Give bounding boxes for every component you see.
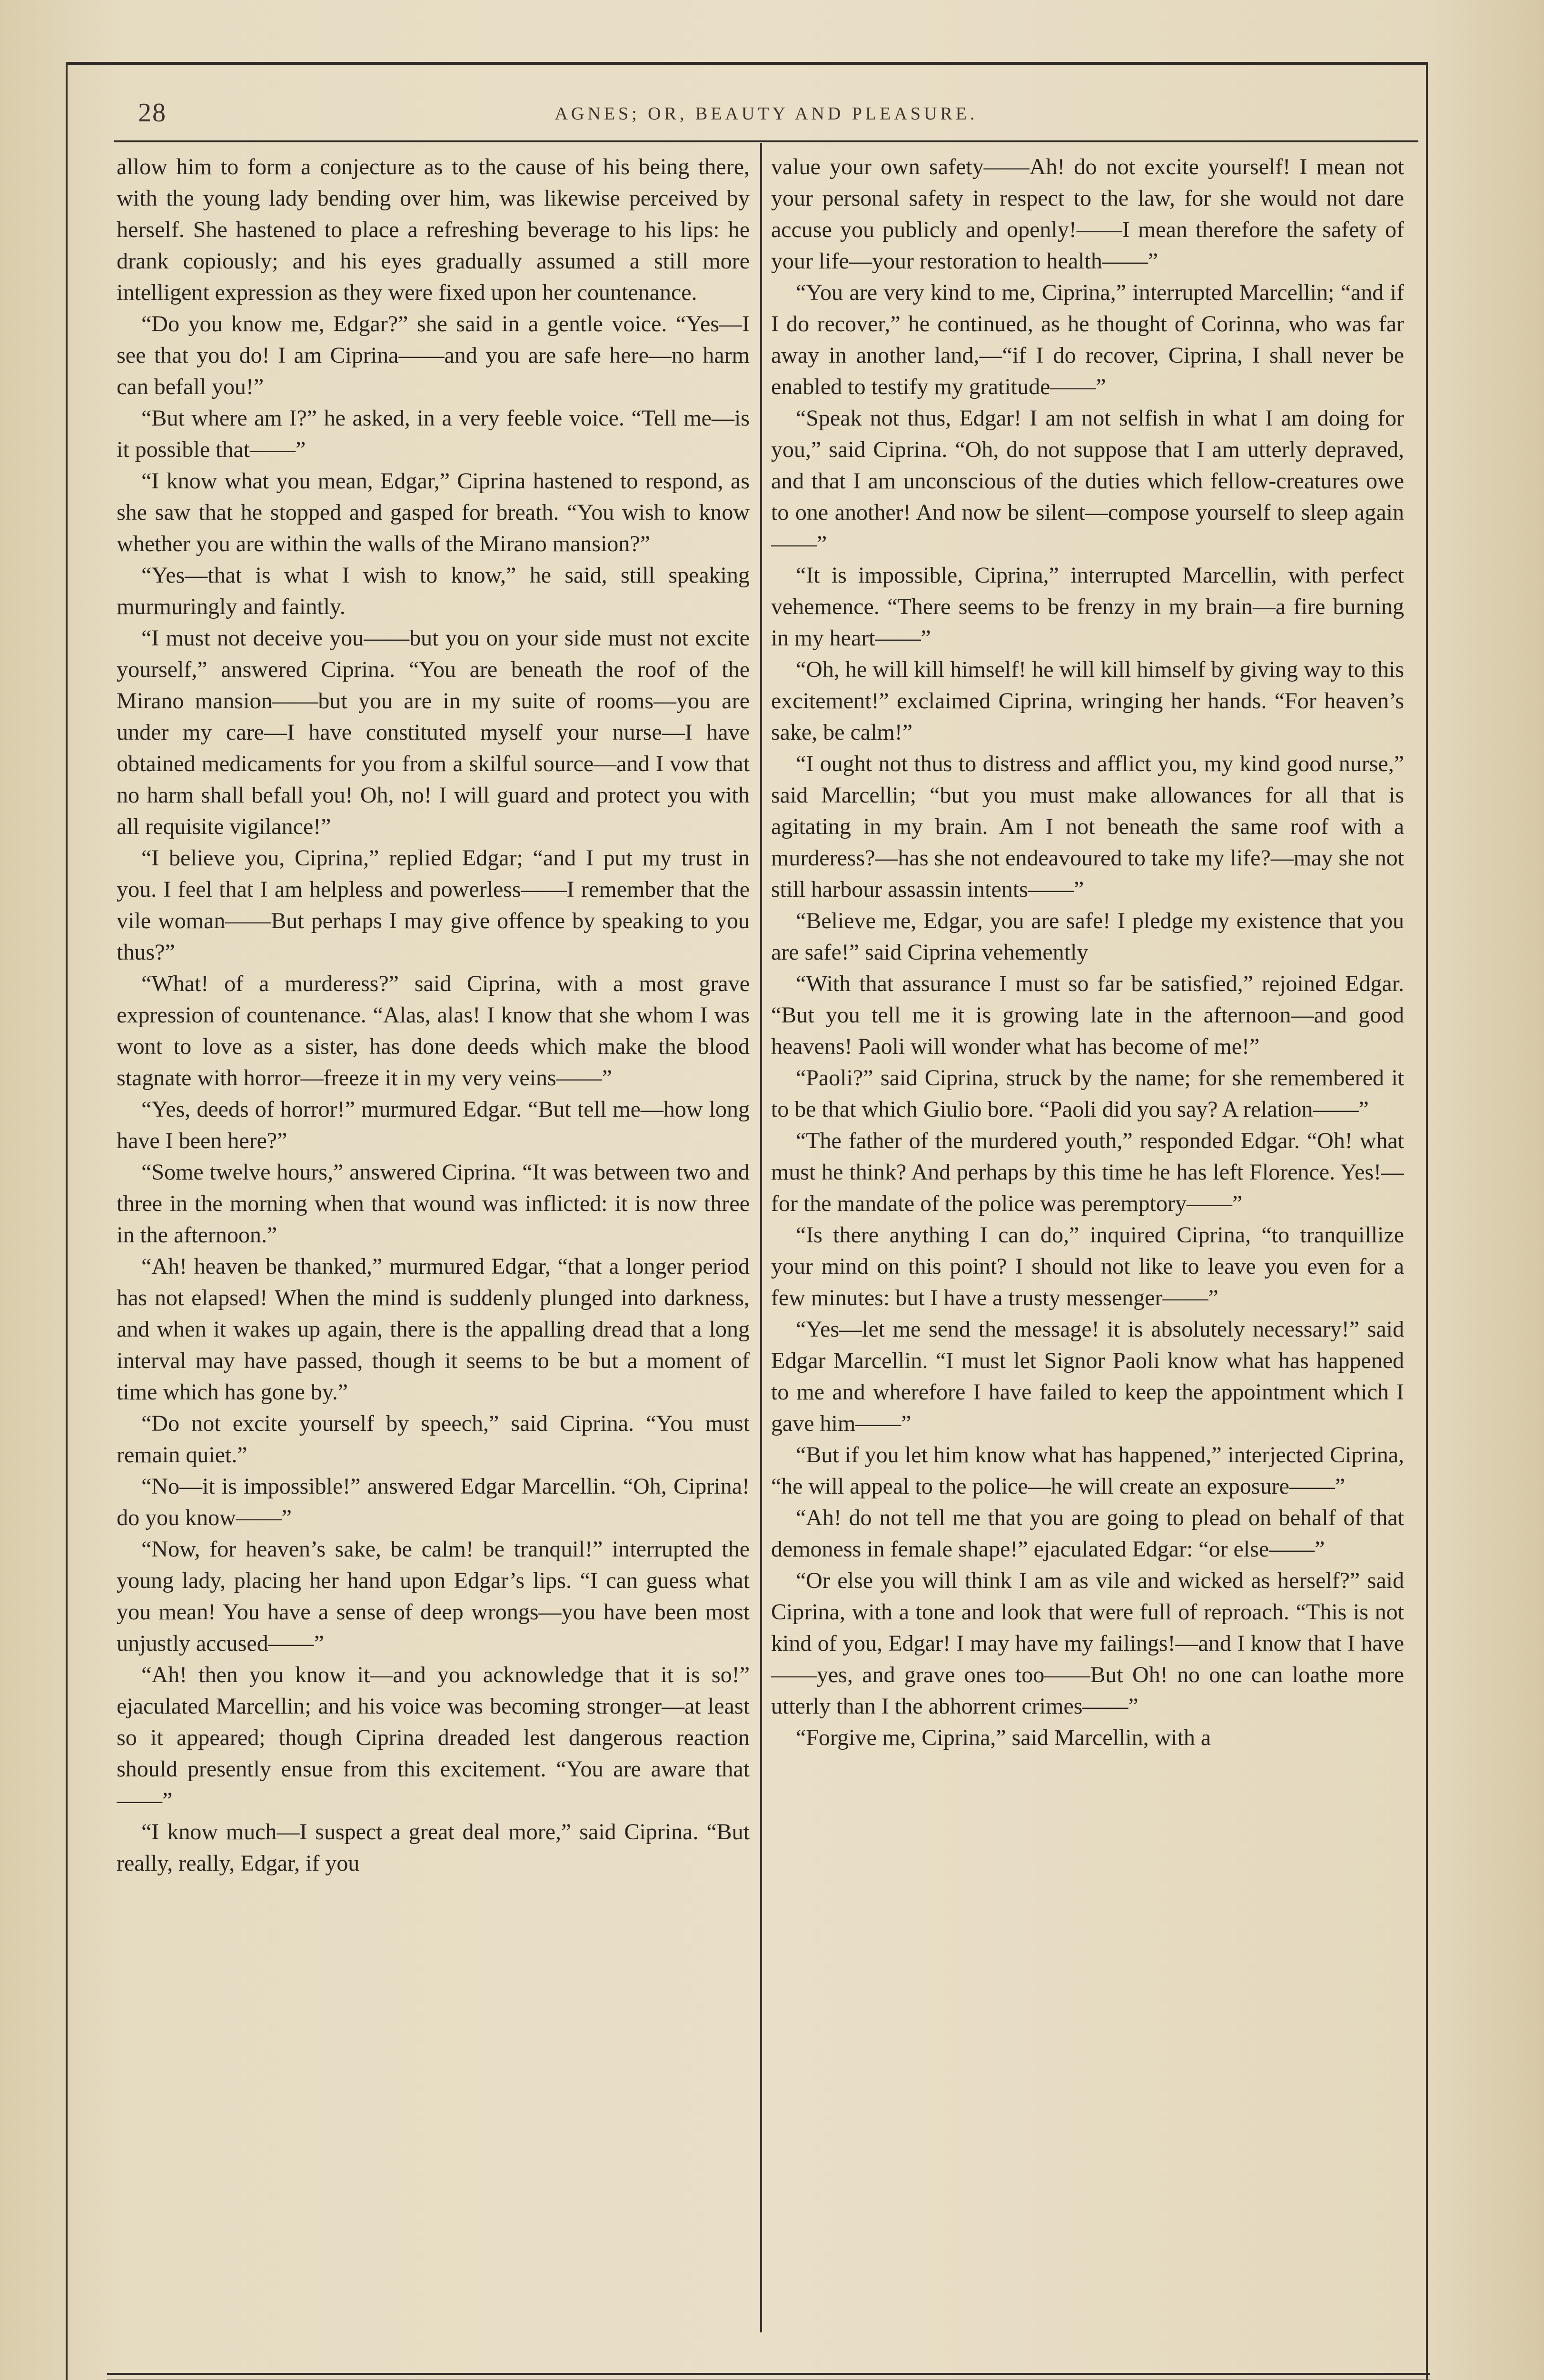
paragraph: “What! of a murderess?” said Ciprina, with a most grave expression of countenance. “Alas, alas! I know that she whom I was wont to love as a sister, has done deeds which make the blood stagnate with horror—freeze it in my very veins——” bbox=[117, 971, 750, 1091]
paragraph: “I know what you mean, Edgar,” Ciprina hastened to respond, as she saw that he stopped and gasped for breath. “You wish to know whether you are within the walls of the Mirano mansion?” bbox=[117, 468, 750, 556]
paragraph: “Paoli?” said Ciprina, struck by the name; for she remembered it to be that which Giulio bore. “Paoli did you say? A relation——” bbox=[771, 1065, 1404, 1122]
paragraph: “No—it is impossible!” answered Edgar Marcellin. “Oh, Ciprina! do you know——” bbox=[117, 1474, 750, 1530]
paragraph: “Believe me, Edgar, you are safe! I pledge my existence that you are safe!” said Ciprina vehemently bbox=[771, 908, 1404, 965]
paragraph: “Or else you will think I am as vile and wicked as herself?” said Ciprina, with a tone and look that were full of reproach. “This is not kind of you, Edgar! I may have my failings!—and I know that I have——yes, and grave ones too——But Oh! no one can loathe more utterly than I the abhorrent crimes——” bbox=[771, 1568, 1404, 1719]
page-frame-top-rule bbox=[67, 62, 1428, 65]
paragraph: “Ah! heaven be thanked,” murmured Edgar, “that a longer period has not elapsed! When the mind is suddenly plunged into darkness, and when it wakes up again, there is the appalling dread that a long interval may have passed, though it seems to be but a moment of time which has gone by.” bbox=[117, 1254, 750, 1405]
paragraph: “I believe you, Ciprina,” replied Edgar; “and I put my trust in you. I feel that I am helpless and powerless——I remember that the vile woman——But perhaps I may give offence by speaking to you thus?” bbox=[117, 845, 750, 965]
paragraph: “The father of the murdered youth,” responded Edgar. “Oh! what must he think? And perhaps by this time he has left Florence. Yes!—for the mandate of the police was peremptory——” bbox=[771, 1128, 1404, 1216]
paragraph: “I know much—I suspect a great deal more,” said Ciprina. “But really, really, Edgar, if you bbox=[117, 1819, 750, 1876]
paragraph: “With that assurance I must so far be satisfied,” rejoined Edgar. “But you tell me it is growing late in the afternoon—and good heavens! Paoli will wonder what has become of me!” bbox=[771, 971, 1404, 1059]
bottom-rule bbox=[107, 2373, 1430, 2375]
header-rule bbox=[114, 140, 1418, 142]
right-column bbox=[771, 151, 1404, 2322]
left-column bbox=[117, 151, 750, 2322]
page-number: 28 bbox=[138, 98, 167, 128]
paragraph: “It is impossible, Ciprina,” interrupted Marcellin, with perfect vehemence. “There seems to be frenzy in my brain—a fire burning in my heart——” bbox=[771, 563, 1404, 651]
paragraph: “Ah! then you know it—and you acknowledge that it is so!” ejaculated Marcellin; and his voice was becoming stronger—at least so it appeared; though Ciprina dreaded lest dangerous reaction should presently ensue from this excitement. “You are aware that——” bbox=[117, 1662, 750, 1813]
paragraph: “Do not excite yourself by speech,” said Ciprina. “You must remain quiet.” bbox=[117, 1411, 750, 1468]
paragraph: “But if you let him know what has happened,” interjected Ciprina, “he will appeal to the police—he will create an exposure——” bbox=[771, 1442, 1404, 1499]
paragraph: “Yes—that is what I wish to know,” he said, still speaking murmuringly and faintly. bbox=[117, 563, 750, 619]
paragraph: “You are very kind to me, Ciprina,” interrupted Marcellin; “and if I do recover,” he continued, as he thought of Corinna, who was far away in another land,—“if I do recover, Ciprina, I shall never be enabled to testify my gratitude——” bbox=[771, 280, 1404, 399]
page-header bbox=[114, 98, 1418, 140]
paragraph: value your own safety——Ah! do not excite yourself! I mean not your personal safety in respect to the law, for she would not dare accuse you publicly and openly!——I mean therefore the safety of your life—your restoration to health——” bbox=[771, 154, 1404, 274]
paragraph: “Now, for heaven’s sake, be calm! be tranquil!” interrupted the young lady, placing her hand upon Edgar’s lips. “I can guess what you mean! You have a sense of deep wrongs—you have been most unjustly accused——” bbox=[117, 1537, 750, 1656]
paragraph: “But where am I?” he asked, in a very feeble voice. “Tell me—is it possible that——” bbox=[117, 406, 750, 462]
paragraph: “Yes, deeds of horror!” murmured Edgar. “But tell me—how long have I been here?” bbox=[117, 1097, 750, 1153]
paragraph: “I ought not thus to distress and afflict you, my kind good nurse,” said Marcellin; “but you must make allowances for all that is agitating in my brain. Am I not beneath the same roof with a murderess?—has she not endeavoured to take my life?—may she not still harbour assassin intents——” bbox=[771, 751, 1404, 902]
running-title: AGNES; OR, BEAUTY AND PLEASURE. bbox=[554, 104, 978, 124]
paragraph: “Do you know me, Edgar?” she said in a gentle voice. “Yes—I see that you do! I am Ciprina——and you are safe here—no harm can befall you!” bbox=[117, 311, 750, 399]
page-frame-left-rule bbox=[66, 62, 68, 2380]
column-divider-rule bbox=[760, 143, 762, 2332]
paragraph: “Yes—let me send the message! it is absolutely necessary!” said Edgar Marcellin. “I must let Signor Paoli know what has happened to me and wherefore I have failed to keep the appointment which I gave him——” bbox=[771, 1317, 1404, 1436]
paragraph: “Some twelve hours,” answered Ciprina. “It was between two and three in the morning when that wound was inflicted: it is now three in the afternoon.” bbox=[117, 1160, 750, 1248]
page-frame-right-rule bbox=[1426, 62, 1428, 2380]
paragraph: “Oh, he will kill himself! he will kill himself by giving way to this excitement!” exclaimed Ciprina, wringing her hands. “For heaven’s sake, be calm!” bbox=[771, 657, 1404, 745]
paragraph: allow him to form a conjecture as to the cause of his being there, with the young lady bending over him, was likewise perceived by herself. She hastened to place a refreshing beverage to his lips: he drank copiously; and his eyes gradually assumed a still more intelligent expression as they were fixed upon her countenance. bbox=[117, 154, 750, 305]
paragraph: “Ah! do not tell me that you are going to plead on behalf of that demoness in female shape!” ejaculated Edgar: “or else——” bbox=[771, 1505, 1404, 1562]
paragraph: “Speak not thus, Edgar! I am not selfish in what I am doing for you,” said Ciprina. “Oh, do not suppose that I am utterly depraved, and that I am unconscious of the duties which fellow-creatures owe to one another! And now be silent—compose yourself to sleep again——” bbox=[771, 406, 1404, 556]
paragraph: “Is there anything I can do,” inquired Ciprina, “to tranquillize your mind on this point? I should not like to leave you even for a few minutes: but I have a trusty messenger——” bbox=[771, 1222, 1404, 1310]
paragraph: “Forgive me, Ciprina,” said Marcellin, with a bbox=[796, 1725, 1211, 1750]
paragraph: “I must not deceive you——but you on your side must not excite yourself,” answered Ciprina. “You are beneath the roof of the Mirano mansion——but you are in my suite of rooms—you are under my care—I have constituted myself your nurse—I have obtained medicaments for you from a skilful source—and I vow that no harm shall befall you! Oh, no! I will guard and protect you with all requisite vigilance!” bbox=[117, 625, 750, 839]
